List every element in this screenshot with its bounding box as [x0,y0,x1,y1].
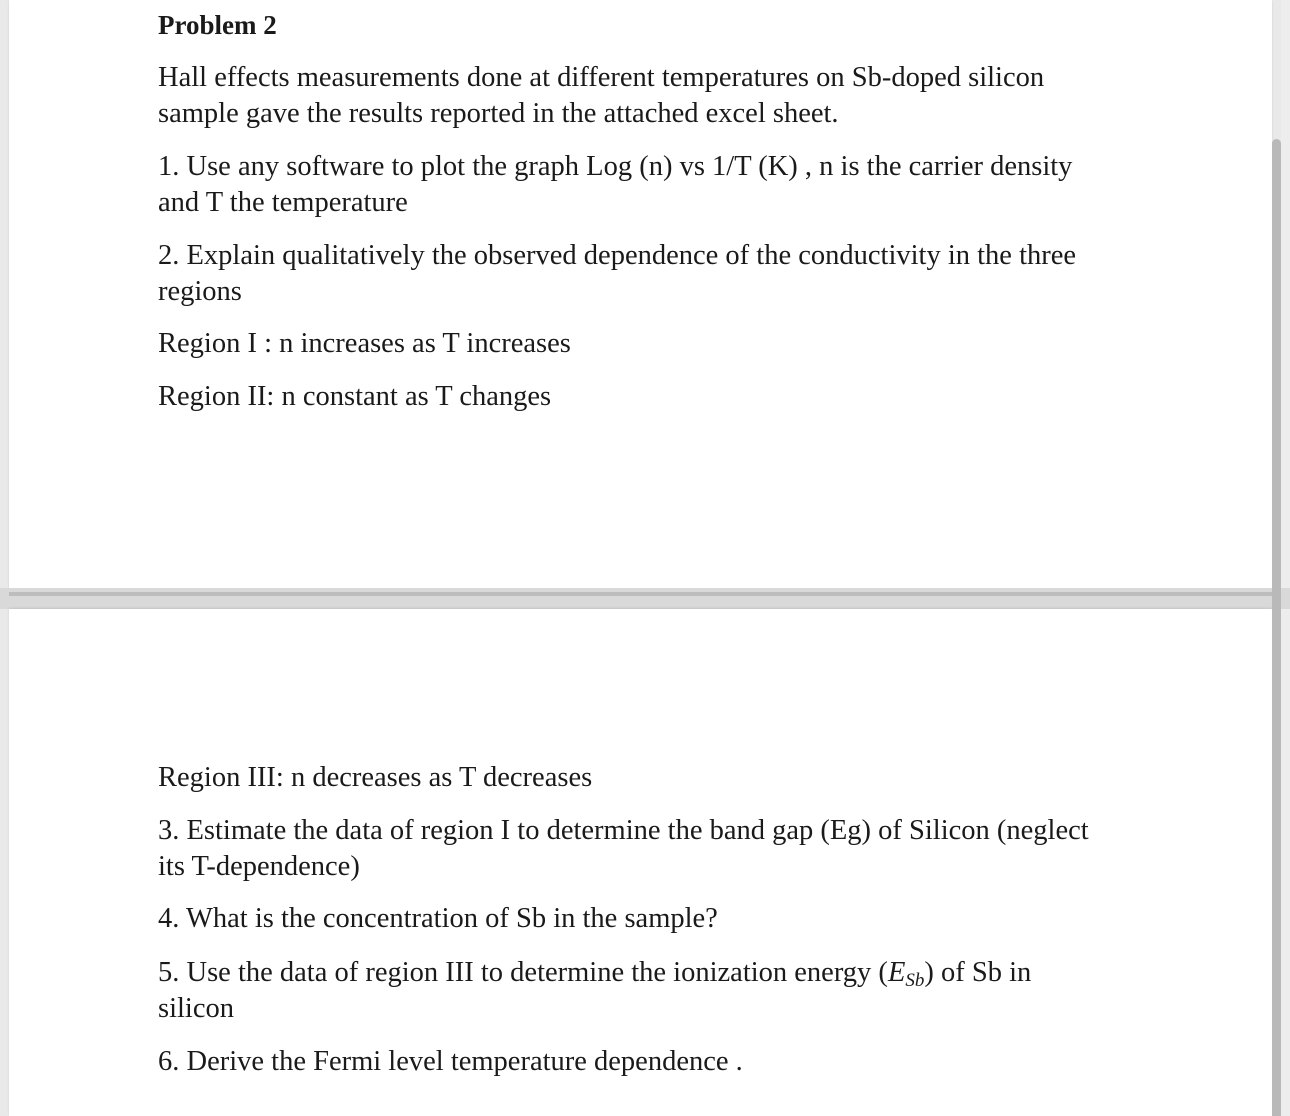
region-2-text: Region II: n constant as T changes [158,381,552,412]
intro-line-2: sample gave the results reported in the attached excel sheet. [158,98,839,129]
question-6-text: 6. Derive the Fermi level temperature dependence . [158,1046,743,1077]
question-2-line-1: 2. Explain qualitatively the observed dependence of the conductivity in the three [158,240,1077,271]
question-1-line-2: and T the temperature [158,187,408,218]
question-2-line-2: regions [158,276,242,307]
question-3-line-2: its T-dependence) [158,851,360,882]
question-4-text: 4. What is the concentration of Sb in the sample? [158,903,718,934]
question-5-line-2: silicon [158,993,234,1024]
question-3-line-1: 3. Estimate the data of region I to determine the band gap (Eg) of Silicon (neglect [158,815,1089,846]
ionization-energy-subscript: Sb [905,970,925,991]
question-5-suffix: ) of Sb in [924,957,1032,988]
region-1-text: Region I : n increases as T increases [158,328,571,359]
ionization-energy-symbol [887,957,925,991]
question-5-prefix: 5. Use the data of region III to determine the ionization energy ( [158,957,888,988]
intro-line-1: Hall effects measurements done at different temperatures on Sb-doped silicon [158,62,1045,93]
question-1-line-1: 1. Use any software to plot the graph Log (n) vs 1/T (K) , n is the carrier density [158,151,1073,182]
question-5-line-1 [158,955,1031,999]
window-right-edge [1281,0,1290,1116]
ionization-energy-letter: E [887,957,906,988]
vertical-scrollbar-thumb[interactable] [1272,139,1281,1116]
problem-title: Problem 2 [158,10,277,40]
page-separator-line [9,592,1281,596]
region-3-text: Region III: n decreases as T decreases [158,762,593,793]
